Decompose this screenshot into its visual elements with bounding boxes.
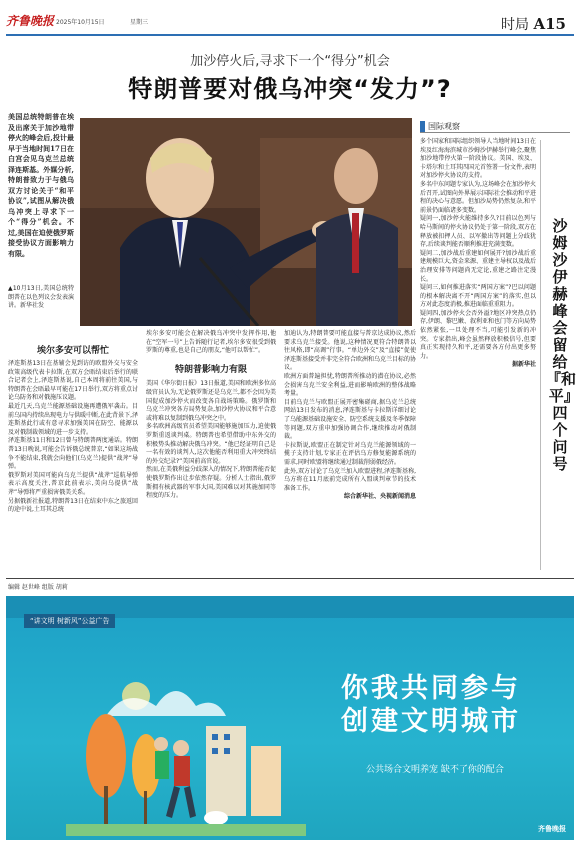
paragraph: 疑问四,加沙停火会否外溢?地区冲突热点仍存,伊朗、黎巴嫩、叙利亚和也门等方向局势依然紧张,一旦处理不当,可能引发新的冲突。专家指出,峰会虽然释放积极信号,但要真正实现持久和平,还需要各方付出更多努力。 [420, 309, 536, 360]
ad-slogan: 公共场合文明养宠 缺不了你的配合 [366, 765, 504, 775]
sidebar-tag: 国际观察 [420, 121, 460, 132]
page-header [0, 0, 580, 40]
paragraph: 俄罗斯对美国可能向乌克兰提供“战斧”巡航导弹表示高度关注,普京此前表示,美向乌提供“战斧”导弹将严重损害俄美关系。 [8, 471, 138, 496]
masthead-logo: 齐鲁晚报 [6, 14, 55, 28]
section-name: 时局 [501, 17, 530, 33]
paragraph: 疑问三,如何推进落实“两国方案”?巴以问题的根本解决离不开“两国方案”的落实,但以方对此态度消极,推进面临重重阻力。 [420, 284, 536, 309]
paragraph: 疑问二,加沙战后重建如何展开?加沙战后重建规模巨大,资金来源、重建主导权以及战后治理安排等问题尚无定论,重建之路注定漫长。 [420, 249, 536, 283]
issue-date: 2025年10月15日 [56, 19, 105, 26]
public-service-ad [6, 596, 574, 840]
paragraph: 泽连斯基11日和12日曾与特朗普两度通话。特朗普13日晚说,可能会告诉俄总统普京,“如果这场战争不能结束,我就会向他们(乌克兰)提供“战斧”导弹。 [8, 437, 138, 471]
paragraph: 多名中东问题专家认为,这场峰会在加沙停火后召开,试图向外界展示国际社会推动和平进程的决心与意愿。但加沙局势仍然复杂,和平前景仍面临诸多变数。 [420, 180, 536, 214]
paragraph: 欧洲方面普遍担忧,特朗普所推动的潜在协议,必然会损害乌克兰安全利益,进而影响欧洲的整体战略考量。 [284, 372, 416, 398]
paragraph: 美国《华尔街日报》13日报道,美国和欧洲多位高级官员认为,无论俄罗斯还是乌克兰,都不会因为美国促成加沙停火而改变各自战场策略。俄罗斯和乌克兰冲突各方局势复杂,加沙停火协议和平合意或将难以复制到俄乌冲突之中。 [146, 380, 276, 422]
photo-illustration [80, 118, 412, 326]
sidebar-byline: 据新华社 [511, 361, 536, 369]
article-column-3 [284, 330, 416, 502]
paragraph: 多个国家和国际组织领导人当地时间13日在埃及红海海滨城市沙姆沙伊赫举行峰会,聚焦加沙地带停火第一阶段协议。美国、埃及、卡塔尔和土耳其四国元首签署一份文件,表明对加沙停火协议的支持。 [420, 138, 536, 180]
header-rule [6, 34, 574, 36]
article-lead: 美国总统特朗普在埃及出席关于加沙地带停火的峰会后,投计最早于当地时间17日在白宫会见乌克兰总统泽连斯基。外媒分析,特朗普致力于与俄乌双方讨论关于“和平协议”,试图从解决俄乌冲突上寻求下一个“得分”机会。不过,美国在迫使俄罗斯接受协议方面影响力有限。 [8, 112, 74, 258]
paragraph: 最近几天,乌克兰能源基础设施再遭俄军袭击。目前乌国内持续出现电力与供暖中断,在此背景下,泽连斯基此行或有意寻求加强美国在防空、能源以及对俄制裁领域的进一步支持。 [8, 402, 138, 436]
ad-logo: 齐鲁晚报 [538, 825, 566, 833]
paragraph: 卡拉斯说,欧盟正在制定针对乌克兰能源领域的一揽子支持计划,专家正在评估乌方修复能源系统的需求,同时欧盟将继续通过制裁削弱俄经济。 [284, 441, 416, 466]
paragraph: 此外,双方讨论了乌克兰加入欧盟进程,泽连斯基称,乌方将在11月底前完成所有入盟谈判章节的技术准备工作。 [284, 467, 416, 492]
paragraph: 加迪认为,特朗普要可能直接与普京达成协议,然后要求乌克兰接受。他说,这种情况更符合特朗普以往风格,即“高调”行事。“单边外交”及“直接”促使泽连斯基接受并非完全符合欧洲和乌克兰目标的协议。 [284, 330, 417, 372]
issue-weekday: 星期三 [130, 19, 149, 26]
subheading-limited: 特朗普影响力有限 [174, 364, 247, 375]
sidebar-title: 沙姆沙伊赫峰会留给『和平』四个问号 [546, 217, 577, 473]
editor-credit: 编辑 赵世峰 组版 胡莉 [8, 584, 68, 591]
paragraph: 埃尔多安可能会在解决俄乌冲突中发挥作用,他在“空军一号”上告诉随行记者,埃尔多安很受到俄罗斯的尊重,也是自己的朋友,“他可以帮忙”。 [146, 330, 276, 355]
paragraph: 多名欧洲高级官员希望美国能够施加压力,迫使俄罗斯重返谈判桌。特朗普也希望借助中东外交的积极势头推动解决俄乌冲突。“他已经证明自己是一名有效的谈判人,这次他能否利用重大冲突终结的外交纪录?”美国前高官说。 [146, 423, 276, 465]
paragraph: 疑问一,加沙停火能维持多久?目前以色列与哈马斯间的停火协议仍处于第一阶段,双方在释放被扣押人员、以军撤出等问题上分歧犹存,后续谈判能否顺利推进充满变数。 [420, 215, 536, 249]
article-column-1 [8, 360, 138, 515]
sidebar-divider [540, 140, 541, 570]
ad-illustration [66, 636, 306, 836]
article-headline: 特朗普要对俄乌冲突“发力”? [128, 75, 452, 103]
article-kicker: 加沙停火后,寻求下一个“得分”机会 [190, 54, 390, 69]
paragraph: 另据俄新社报道,特朗普13日在结束中东之旅返回的途中说,土耳其总统 [8, 497, 138, 514]
page-number: A15 [533, 15, 566, 33]
footer-rule [6, 578, 574, 579]
ad-headline-1: 你我共同参与 [341, 673, 521, 704]
paragraph: 目前乌克兰与欧盟正展开密集磋商,据乌克兰总统网站13日发布的消息,泽连斯基与卡拉斯详细讨论了乌能源基础设施安全、防空系统支援及冬季保障等问题,双方重申加强协调合作,继续推动对俄制裁。 [284, 398, 417, 441]
article-column-2 [146, 330, 276, 501]
sidebar-rule [420, 132, 570, 133]
paragraph: 然而,在美俄利益分歧深入的情况下,特朗普能否促使俄罗斯作出让步依然存疑。分析人士指出,俄罗斯拥有核武器的军事大国,美国难以对其施加同等程度的压力。 [146, 466, 276, 500]
sidebar-column [420, 138, 536, 370]
subheading-erdogan: 埃尔多安可以帮忙 [36, 346, 109, 356]
ad-headline-2: 创建文明城市 [341, 706, 521, 737]
article-byline: 综合新华社、央视新闻消息 [343, 493, 416, 501]
ad-tag: “讲文明 树新风”公益广告 [24, 614, 115, 628]
paragraph: 泽连斯基13日在基辅会见到访的欧盟外交与安全政策高级代表卡拉斯,在双方会晤结束后举行的联合记者会上,泽连斯基说,自己本周将前往美国,与特朗普在会晤最早可能在17日举行,双方将重点讨论乌防务和对俄施压议题。 [8, 360, 138, 402]
photo-caption: ▲10月13日,美国总统特朗普在以色列议会发表演讲。新华社发 [8, 285, 75, 309]
section-label [501, 14, 566, 34]
article-photo [80, 118, 412, 326]
